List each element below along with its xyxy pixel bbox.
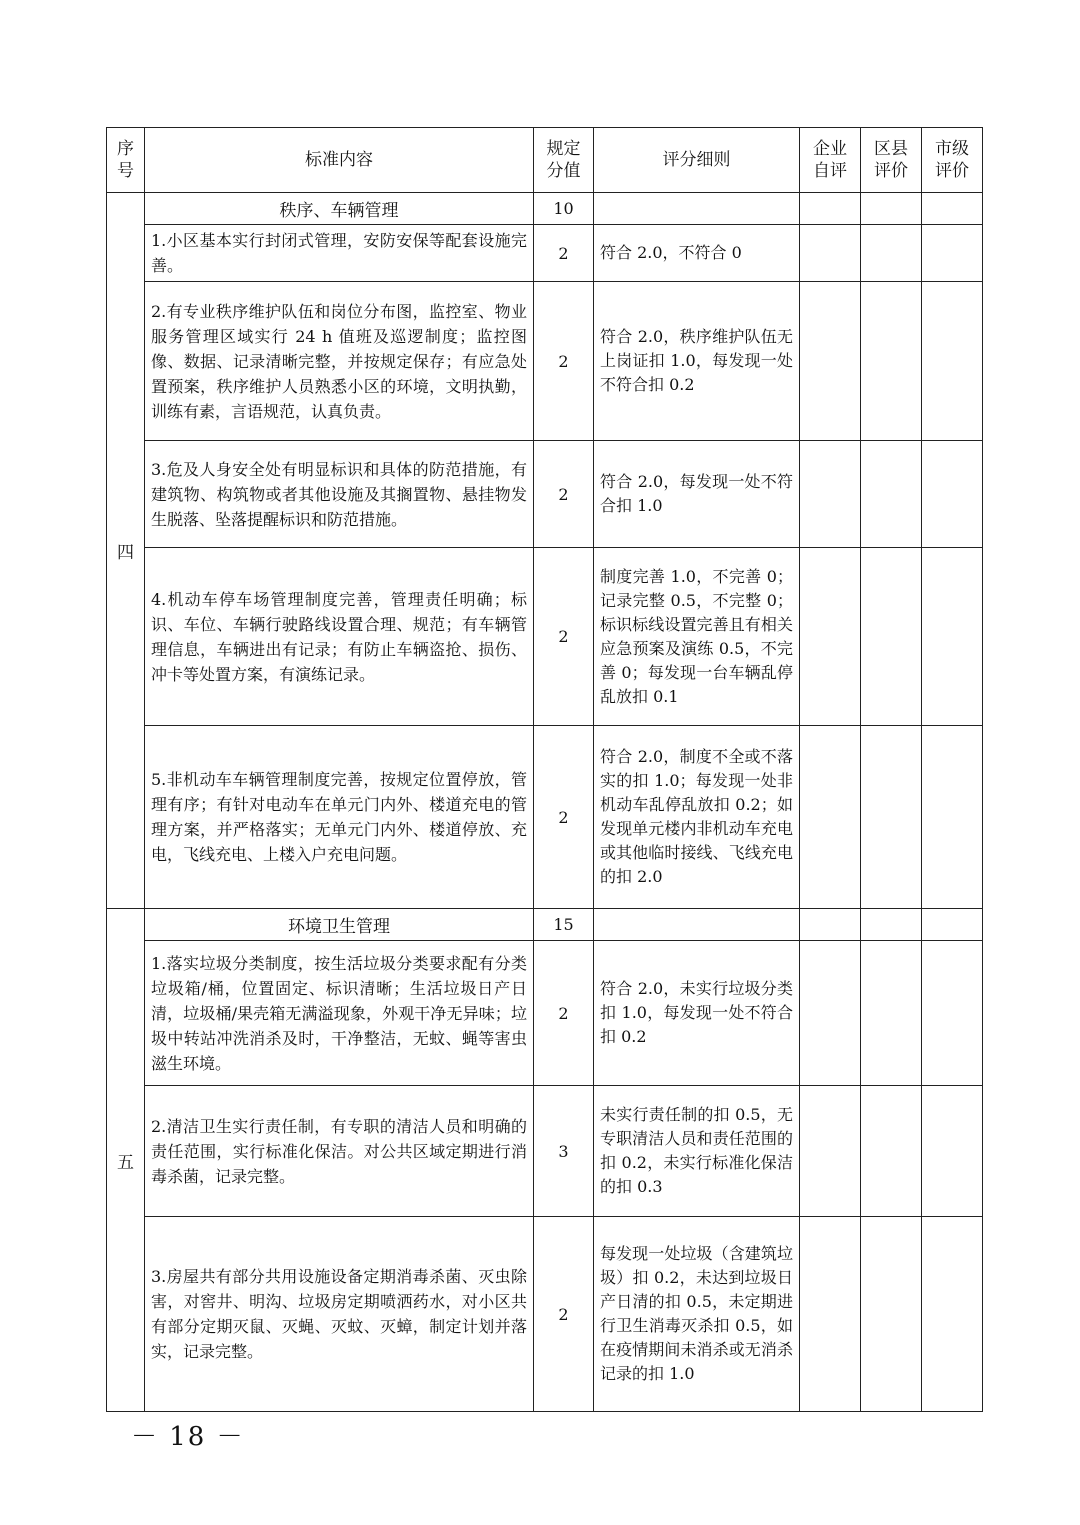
section-seq: 四: [107, 193, 145, 909]
item-score: 2: [534, 1217, 594, 1412]
header-city-eval: 市级评价: [922, 128, 983, 193]
header-seq: 序号: [107, 128, 145, 193]
table-row: [107, 441, 983, 548]
self-eval-cell: [800, 193, 861, 225]
item-score: 2: [534, 225, 594, 282]
item-rule: 制度完善 1.0，不完善 0；记录完整 0.5，不完整 0；标识标线设置完善且有相关应急预案及演练 0.5，不完善 0；每发现一台车辆乱停乱放扣 0.1: [594, 548, 800, 726]
empty-cell: [594, 193, 800, 225]
city-eval-cell: [922, 1086, 983, 1217]
table-row: [107, 282, 983, 441]
district-eval-cell: [861, 282, 922, 441]
district-eval-cell: [861, 1217, 922, 1412]
city-eval-cell: [922, 1217, 983, 1412]
district-eval-cell: [861, 941, 922, 1086]
section-score: 10: [534, 193, 594, 225]
page-number: － 18 －: [131, 1422, 245, 1452]
table-header-row: [107, 128, 983, 193]
section-title: 秩序、车辆管理: [145, 193, 534, 225]
city-eval-cell: [922, 225, 983, 282]
header-content: 标准内容: [145, 128, 534, 193]
header-district-eval: 区县评价: [861, 128, 922, 193]
city-eval-cell: [922, 193, 983, 225]
table-row: [107, 548, 983, 726]
item-rule: 符合 2.0，每发现一处不符合扣 1.0: [594, 441, 800, 548]
table-row: [107, 941, 983, 1086]
district-eval-cell: [861, 909, 922, 941]
item-content: 3.危及人身安全处有明显标识和具体的防范措施，有建筑物、构筑物或者其他设施及其搁置物、悬挂物发生脱落、坠落提醒标识和防范措施。: [145, 441, 534, 548]
table-row: [107, 726, 983, 909]
scoring-table: [106, 127, 983, 1412]
item-content: 2.有专业秩序维护队伍和岗位分布图，监控室、物业服务管理区域实行 24 h 值班及巡逻制度；监控图像、数据、记录清晰完整，并按规定保存；有应急处置预案，秩序维护人员熟悉小区的环境，文明执勤，训练有素，言语规范，认真负责。: [145, 282, 534, 441]
district-eval-cell: [861, 193, 922, 225]
district-eval-cell: [861, 1086, 922, 1217]
section-score: 15: [534, 909, 594, 941]
header-score: 规定分值: [534, 128, 594, 193]
item-rule: 每发现一处垃圾（含建筑垃圾）扣 0.2，未达到垃圾日产日清的扣 0.5，未定期进行卫生消毒灭杀扣 0.5，如在疫情期间未消杀或无消杀记录的扣 1.0: [594, 1217, 800, 1412]
header-self-eval: 企业自评: [800, 128, 861, 193]
city-eval-cell: [922, 909, 983, 941]
self-eval-cell: [800, 941, 861, 1086]
city-eval-cell: [922, 441, 983, 548]
table-row: [107, 225, 983, 282]
section-title: 环境卫生管理: [145, 909, 534, 941]
self-eval-cell: [800, 1086, 861, 1217]
city-eval-cell: [922, 282, 983, 441]
self-eval-cell: [800, 225, 861, 282]
item-score: 2: [534, 548, 594, 726]
item-content: 3.房屋共有部分共用设施设备定期消毒杀菌、灭虫除害，对窖井、明沟、垃圾房定期喷洒药水，对小区共有部分定期灭鼠、灭蝇、灭蚊、灭蟑，制定计划并落实，记录完整。: [145, 1217, 534, 1412]
header-rules: 评分细则: [594, 128, 800, 193]
item-rule: 符合 2.0，秩序维护队伍无上岗证扣 1.0，每发现一处不符合扣 0.2: [594, 282, 800, 441]
self-eval-cell: [800, 909, 861, 941]
self-eval-cell: [800, 548, 861, 726]
item-content: 1.小区基本实行封闭式管理，安防安保等配套设施完善。: [145, 225, 534, 282]
item-content: 5.非机动车车辆管理制度完善，按规定位置停放，管理有序；有针对电动车在单元门内外、楼道充电的管理方案，并严格落实；无单元门内外、楼道停放、充电，飞线充电、上楼入户充电问题。: [145, 726, 534, 909]
item-rule: 符合 2.0，未实行垃圾分类扣 1.0，每发现一处不符合扣 0.2: [594, 941, 800, 1086]
self-eval-cell: [800, 726, 861, 909]
item-score: 2: [534, 441, 594, 548]
item-rule: 符合 2.0，不符合 0: [594, 225, 800, 282]
table-row: [107, 1086, 983, 1217]
item-content: 1.落实垃圾分类制度，按生活垃圾分类要求配有分类垃圾箱/桶，位置固定、标识清晰；生活垃圾日产日清，垃圾桶/果壳箱无满溢现象，外观干净无异味；垃圾中转站冲洗消杀及时，干净整洁，无蚊、蝇等害虫滋生环境。: [145, 941, 534, 1086]
self-eval-cell: [800, 282, 861, 441]
item-content: 4.机动车停车场管理制度完善，管理责任明确；标识、车位、车辆行驶路线设置合理、规范；有车辆管理信息，车辆进出有记录；有防止车辆盗抢、损伤、冲卡等处置方案，有演练记录。: [145, 548, 534, 726]
item-score: 2: [534, 941, 594, 1086]
empty-cell: [594, 909, 800, 941]
table-row: [107, 1217, 983, 1412]
self-eval-cell: [800, 1217, 861, 1412]
city-eval-cell: [922, 726, 983, 909]
district-eval-cell: [861, 726, 922, 909]
section-header-row: [107, 193, 983, 225]
item-score: 2: [534, 726, 594, 909]
item-score: 3: [534, 1086, 594, 1217]
item-rule: 未实行责任制的扣 0.5，无专职清洁人员和责任范围的扣 0.2，未实行标准化保洁的扣 0.3: [594, 1086, 800, 1217]
section-seq: 五: [107, 909, 145, 1412]
district-eval-cell: [861, 548, 922, 726]
district-eval-cell: [861, 225, 922, 282]
item-score: 2: [534, 282, 594, 441]
city-eval-cell: [922, 941, 983, 1086]
section-header-row: [107, 909, 983, 941]
city-eval-cell: [922, 548, 983, 726]
self-eval-cell: [800, 441, 861, 548]
item-content: 2.清洁卫生实行责任制，有专职的清洁人员和明确的责任范围，实行标准化保洁。对公共区域定期进行消毒杀菌，记录完整。: [145, 1086, 534, 1217]
district-eval-cell: [861, 441, 922, 548]
item-rule: 符合 2.0，制度不全或不落实的扣 1.0；每发现一处非机动车乱停乱放扣 0.2；如发现单元楼内非机动车充电或其他临时接线、飞线充电的扣 2.0: [594, 726, 800, 909]
